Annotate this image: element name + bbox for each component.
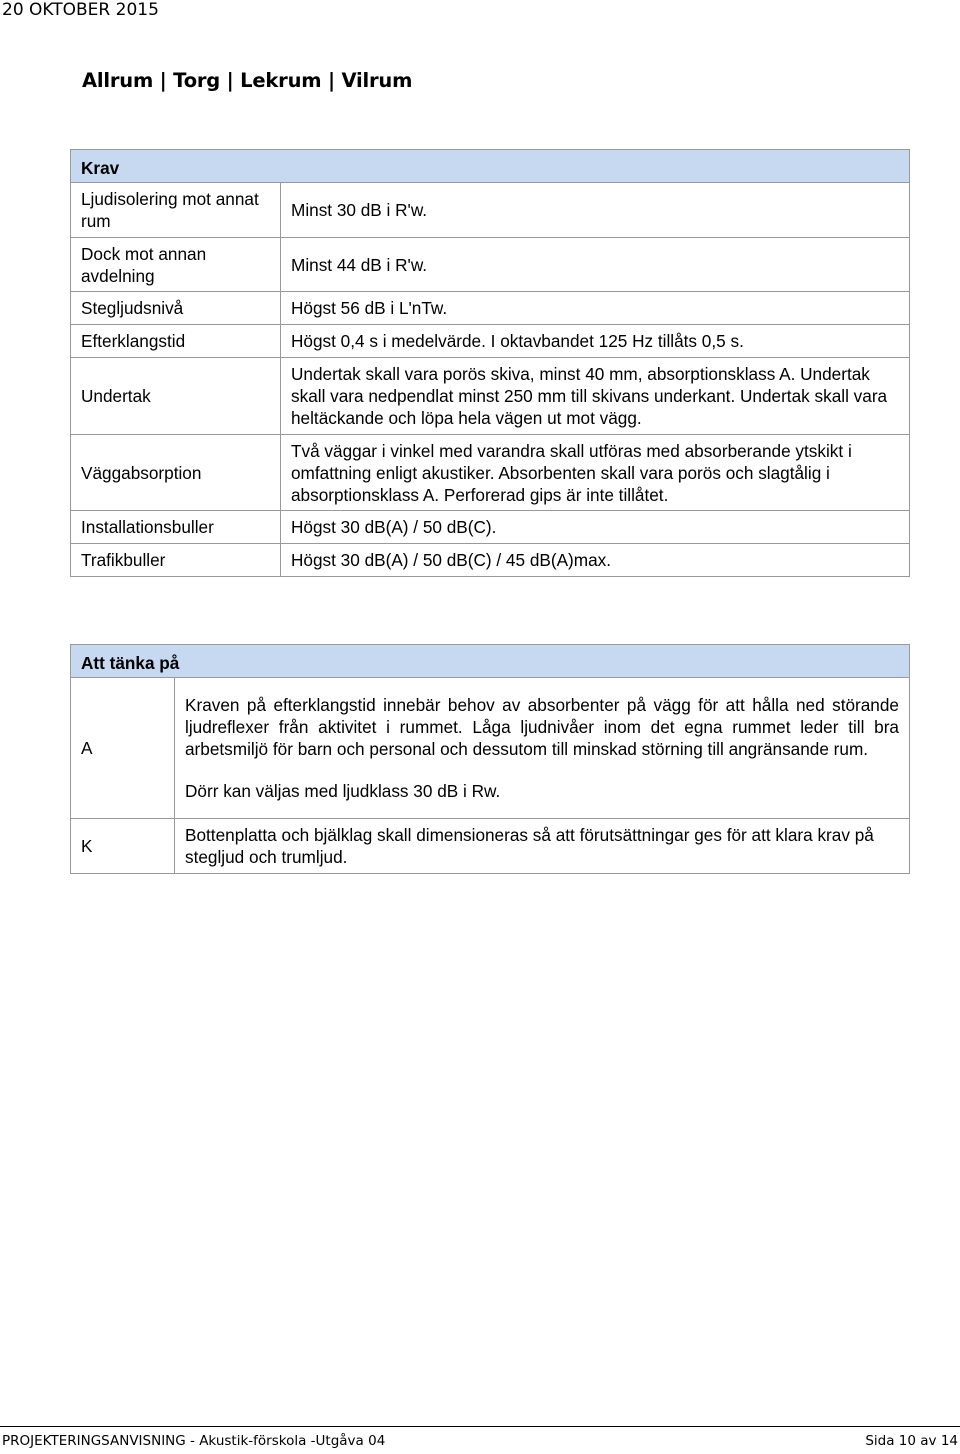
requirement-value: Minst 44 dB i R'w. (281, 238, 910, 292)
footer-document-title: PROJEKTERINGSANVISNING - Akustik-förskola -Utgåva 04 (2, 1433, 386, 1449)
table-row (71, 358, 910, 435)
consideration-letter: K (71, 819, 175, 874)
requirement-label: Ljudisolering mot annat rum (71, 183, 281, 238)
header-date: 20 OKTOBER 2015 (2, 0, 159, 20)
requirements-table (70, 149, 910, 577)
requirement-label: Dock mot annan avdelning (71, 238, 281, 292)
requirement-value: Minst 30 dB i R'w. (281, 183, 910, 238)
requirement-value: Två väggar i vinkel med varandra skall utföras med absorberande ytskikt i omfattning enligt akustiker. Absorbenten skall vara porös och slagtålig i absorptionsklass A. Perforerad gips är inte tillåtet. (281, 435, 910, 511)
table-row (71, 238, 910, 292)
consideration-text: Kraven på efterklangstid innebär behov av absorbenter på vägg för att hålla ned störande ljudreflexer från aktivitet i rummet. Låga ljudnivåer inom det egna rummet leder till bra arbetsmiljö för barn och personal och dessutom till minskad störning till angränsande rum. (185, 695, 899, 759)
requirement-label: Undertak (71, 358, 281, 435)
consideration-text-cell (175, 678, 910, 819)
requirement-label: Stegljudsnivå (71, 292, 281, 325)
table-row (71, 292, 910, 325)
table-row (71, 511, 910, 544)
footer-page-number: Sida 10 av 14 (865, 1433, 958, 1449)
table-row (71, 183, 910, 238)
requirement-label: Efterklangstid (71, 325, 281, 358)
requirements-heading: Krav (71, 150, 910, 183)
consideration-text: Bottenplatta och bjälklag skall dimensioneras så att förutsättningar ges för att klara krav på stegljud och trumljud. (175, 819, 910, 874)
considerations-heading: Att tänka på (71, 645, 910, 678)
footer-divider (0, 1426, 960, 1427)
table-row (71, 819, 910, 874)
table-row (71, 325, 910, 358)
table-row (71, 435, 910, 511)
requirement-value: Högst 56 dB i L'nTw. (281, 292, 910, 325)
consideration-note: Dörr kan väljas med ljudklass 30 dB i Rw. (185, 781, 501, 801)
table-row (71, 678, 910, 819)
requirement-value: Högst 30 dB(A) / 50 dB(C) / 45 dB(A)max. (281, 544, 910, 577)
requirement-value: Högst 30 dB(A) / 50 dB(C). (281, 511, 910, 544)
requirement-label: Trafikbuller (71, 544, 281, 577)
consideration-letter: A (71, 678, 175, 819)
requirement-value: Högst 0,4 s i medelvärde. I oktavbandet 125 Hz tillåts 0,5 s. (281, 325, 910, 358)
section-title: Allrum | Torg | Lekrum | Vilrum (82, 69, 413, 92)
requirement-label: Installationsbuller (71, 511, 281, 544)
requirement-label: Väggabsorption (71, 435, 281, 511)
table-row (71, 544, 910, 577)
requirement-value: Undertak skall vara porös skiva, minst 40 mm, absorptionsklass A. Undertak skall vara nedpendlat minst 250 mm till skivans underkant. Undertak skall vara heltäckande och löpa hela vägen ut mot vägg. (281, 358, 910, 435)
considerations-table (70, 644, 910, 874)
